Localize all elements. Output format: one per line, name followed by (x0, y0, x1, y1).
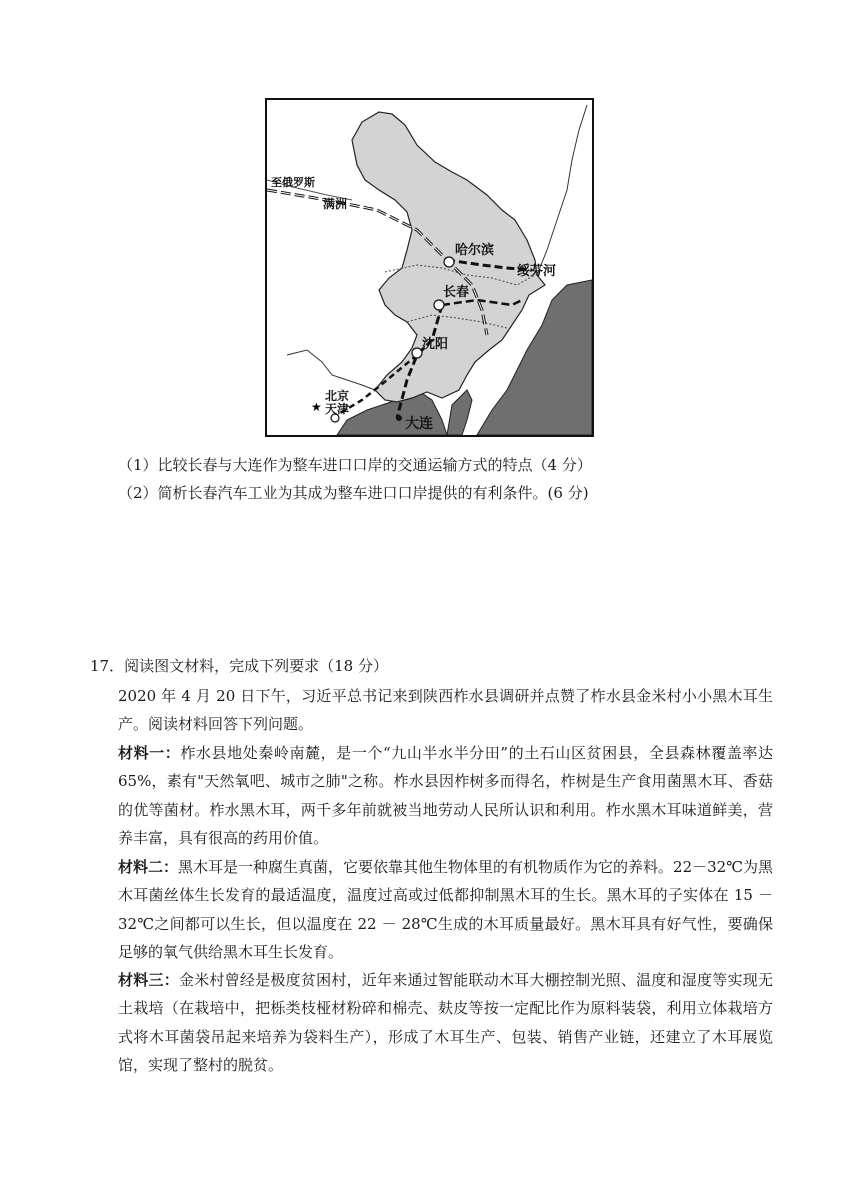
dalian-marker (396, 415, 402, 421)
material-3-text: 金米村曾经是极度贫困村，近年来通过智能联动木耳大棚控制光照、温度和湿度等实现无土栽培（在栽培中，把栎类枝桠材粉碎和棉壳、麸皮等按一定配比作为原料装袋，利用立体栽培方式将木耳菌袋吊起来培养为袋料生产），形成了木耳生产、包装、销售产业链，还建立了木耳展览馆，实现了整村的脱贫。 (118, 971, 773, 1074)
sea-southwest (447, 390, 472, 435)
label-changchun: 长春 (443, 285, 470, 300)
label-suifenhe: 绥芬河 (517, 264, 557, 279)
material-3 (118, 966, 773, 1079)
label-russia: 至俄罗斯 (271, 176, 315, 189)
harbin-marker (444, 257, 454, 267)
question-1: （1）比较长春与大连作为整车进口口岸的交通运输方式的特点（4 分） (118, 456, 592, 474)
changchun-marker (434, 300, 444, 310)
east-coast (537, 105, 587, 275)
northeast-china-map (265, 98, 594, 437)
label-harbin: 哈尔滨 (455, 243, 495, 258)
coast-west (287, 350, 375, 390)
material-2-title: 材料二： (118, 858, 179, 876)
question-2: （2）简析长春汽车工业为其成为整车进口口岸提供的有利条件。(6 分) (118, 484, 589, 502)
label-manzhouli: 满洲 (323, 197, 348, 211)
label-dalian: 大连 (405, 416, 433, 432)
label-shenyang: 沈阳 (422, 337, 449, 352)
q17-intro: 2020 年 4 月 20 日下午，习近平总书记来到陕西柞水县调研并点赞了柞水县金米村小小黑木耳生产。阅读材料回答下列问题。 (118, 687, 773, 734)
map-drawing (267, 100, 592, 435)
material-2 (118, 853, 773, 966)
beijing-star: ★ (311, 400, 322, 414)
material-1-title: 材料一： (118, 744, 181, 762)
material-3-title: 材料三： (118, 971, 179, 989)
label-beijing: 北京 (325, 389, 350, 403)
material-1-text: 柞水县地处秦岭南麓，是一个“九山半水半分田”的土石山区贫困县，全县森林覆盖率达 65%，素有"天然氧吧、城市之肺"之称。柞水县因柞树多而得名，柞树是生产食用菌黑木耳、香菇的优等菌材。柞水黑木耳，两千多年前就被当地劳动人民所认识和利用。柞水黑木耳味道鲜美，营养丰富，具有很高的药用价值。 (118, 744, 773, 847)
question-17-heading: 17．阅读图文材料，完成下列要求（18 分） (90, 657, 388, 675)
label-tianjin: 天津 (325, 402, 350, 416)
material-2-text: 黑木耳是一种腐生真菌，它要依靠其他生物体里的有机物质作为它的养料。22－32℃为黑木耳菌丝体生长发育的最适温度，温度过高或过低都抑制黑木耳的生长。黑木耳的子实体在 15 － 32℃之间都可以生长，但以温度在 22 － 28℃生成的木耳质量最好。黑木耳具有好气性，要确保足够的氧气供给黑木耳生长发育。 (118, 858, 773, 961)
shenyang-marker (412, 348, 422, 358)
material-1 (118, 739, 773, 852)
